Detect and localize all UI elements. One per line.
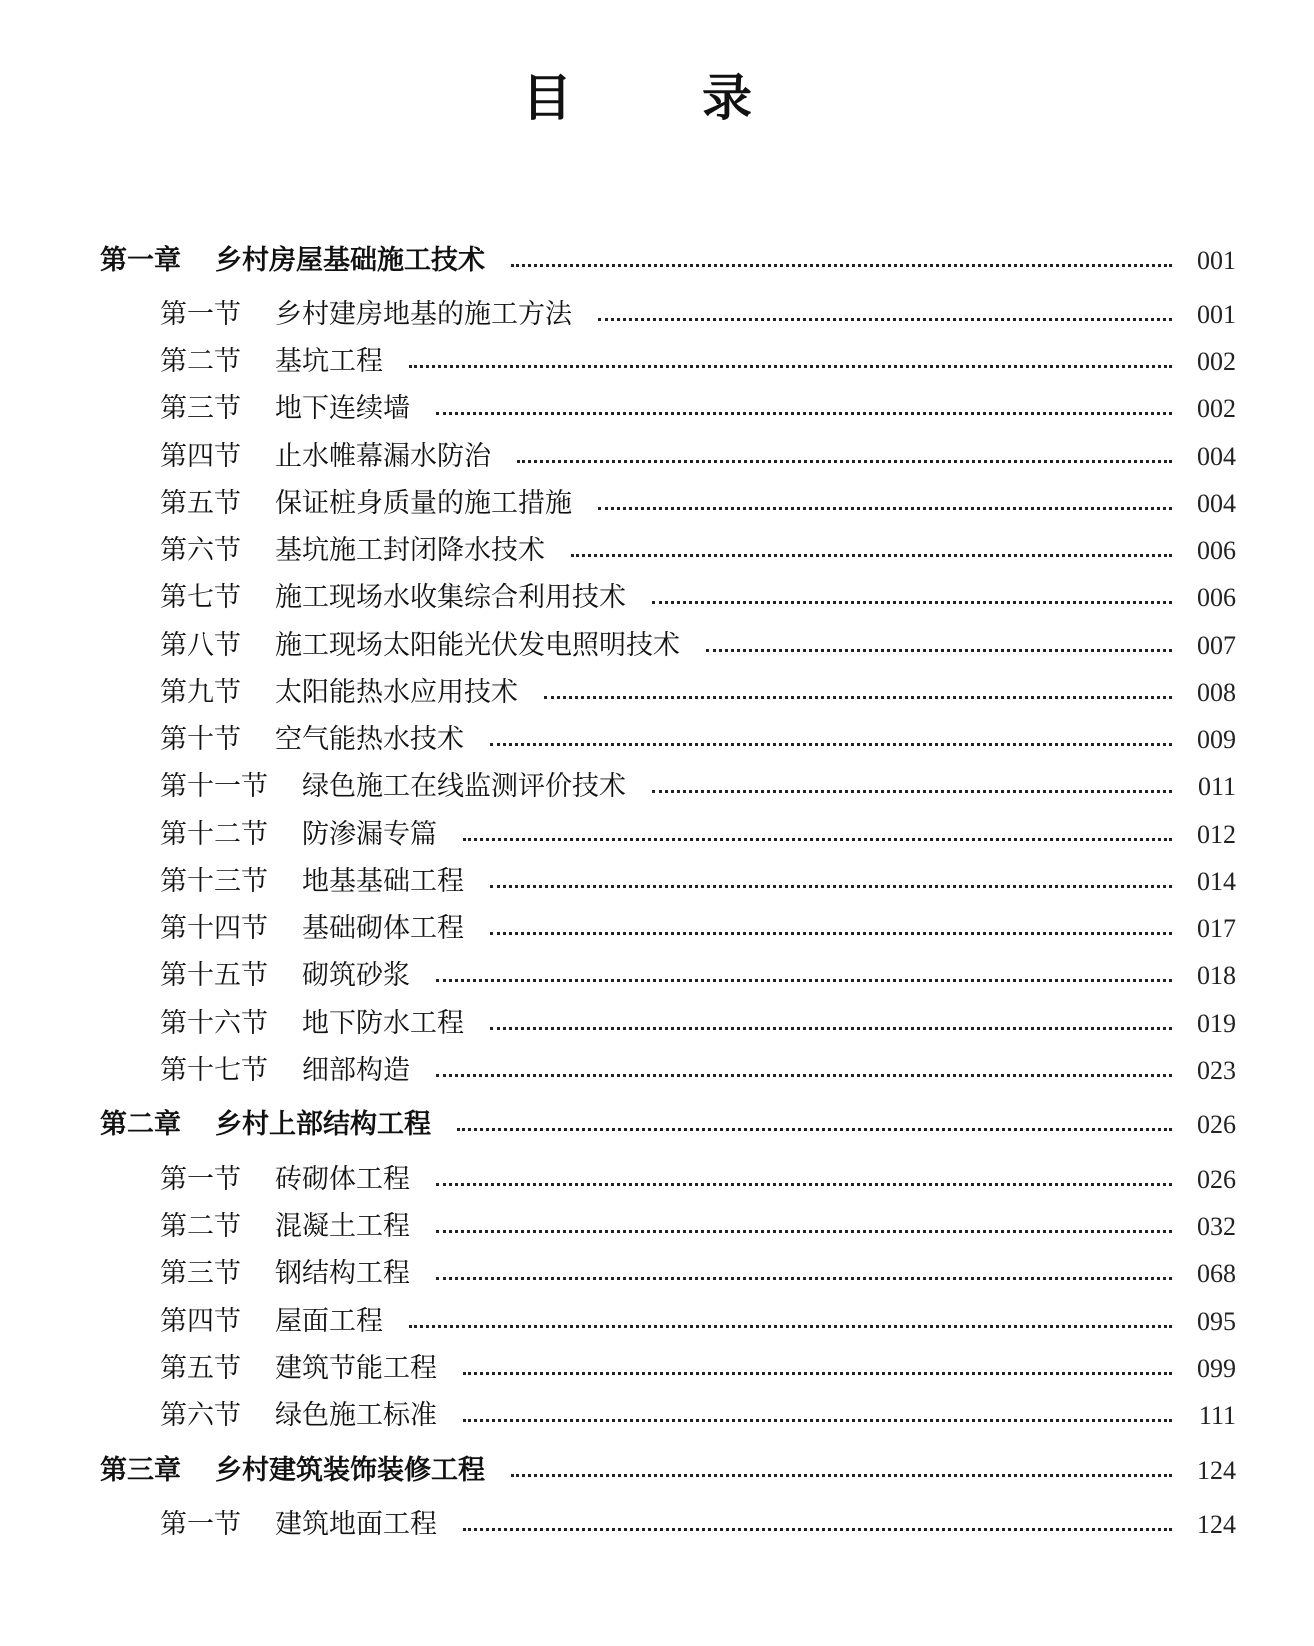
entry-number: 第一节 — [160, 1164, 241, 1195]
entry-number: 第一节 — [160, 1509, 241, 1540]
dot-leader — [517, 460, 1172, 463]
entry-title: 太阳能热水应用技术 — [275, 677, 518, 708]
dot-leader — [652, 790, 1172, 793]
dot-leader — [652, 601, 1172, 604]
toc-section-entry — [160, 1163, 1236, 1197]
entry-title: 砖砌体工程 — [275, 1164, 410, 1195]
toc-chapter-entry — [100, 1454, 1236, 1488]
entry-page-number: 111 — [1198, 1401, 1236, 1430]
entry-title: 绿色施工标准 — [275, 1400, 437, 1431]
entry-number: 第十一节 — [160, 771, 268, 802]
entry-title: 乡村房屋基础施工技术 — [215, 245, 485, 276]
entry-page-number: 124 — [1197, 1510, 1236, 1539]
entry-number: 第一节 — [160, 299, 241, 330]
toc-section-entry — [160, 1508, 1236, 1542]
toc-section-entry — [160, 1352, 1236, 1386]
dot-leader — [409, 365, 1172, 368]
toc-section-entry — [160, 912, 1236, 946]
entry-page-number: 001 — [1197, 246, 1236, 275]
entry-page-number: 019 — [1197, 1009, 1236, 1038]
dot-leader — [706, 649, 1172, 652]
entry-number: 第十三节 — [160, 866, 268, 897]
entry-number: 第十节 — [160, 724, 241, 755]
entry-number: 第十四节 — [160, 913, 268, 944]
entry-title: 保证桩身质量的施工措施 — [275, 488, 572, 519]
entry-page-number: 026 — [1197, 1165, 1236, 1194]
page-title: 目 录 — [522, 69, 792, 127]
dot-leader — [511, 264, 1172, 267]
entry-number: 第十二节 — [160, 819, 268, 850]
toc-section-entry — [160, 1007, 1236, 1041]
entry-title: 砌筑砂浆 — [302, 960, 410, 991]
toc-chapter-entry — [100, 1108, 1236, 1142]
toc-section-entry — [160, 534, 1236, 568]
toc-section-entry — [160, 298, 1236, 332]
dot-leader — [490, 932, 1172, 935]
entry-number: 第三节 — [160, 1258, 241, 1289]
entry-page-number: 099 — [1197, 1354, 1236, 1383]
entry-title: 屋面工程 — [275, 1306, 383, 1337]
entry-title: 基础砌体工程 — [302, 913, 464, 944]
dot-leader — [490, 743, 1172, 746]
entry-title: 地下防水工程 — [302, 1008, 464, 1039]
dot-leader — [436, 1230, 1172, 1233]
entry-title: 基坑工程 — [275, 346, 383, 377]
dot-leader — [463, 1419, 1172, 1422]
dot-leader — [436, 1183, 1172, 1186]
entry-title: 施工现场水收集综合利用技术 — [275, 582, 626, 613]
entry-title: 钢结构工程 — [275, 1258, 410, 1289]
dot-leader — [436, 1074, 1172, 1077]
toc-section-entry — [160, 770, 1236, 804]
entry-title: 地基基础工程 — [302, 866, 464, 897]
toc-section-entry — [160, 865, 1236, 899]
entry-page-number: 032 — [1197, 1212, 1236, 1241]
entry-number: 第十五节 — [160, 960, 268, 991]
toc-section-entry — [160, 440, 1236, 474]
entry-title: 地下连续墙 — [275, 393, 410, 424]
entry-number: 第二节 — [160, 346, 241, 377]
entry-title: 绿色施工在线监测评价技术 — [302, 771, 626, 802]
entry-title: 止水帷幕漏水防治 — [275, 441, 491, 472]
entry-title: 乡村建房地基的施工方法 — [275, 299, 572, 330]
entry-number: 第五节 — [160, 488, 241, 519]
entry-number: 第一章 — [100, 245, 181, 276]
entry-number: 第四节 — [160, 1306, 241, 1337]
dot-leader — [463, 1372, 1172, 1375]
entry-number: 第四节 — [160, 441, 241, 472]
entry-number: 第七节 — [160, 582, 241, 613]
entry-page-number: 014 — [1197, 867, 1236, 896]
dot-leader — [409, 1325, 1172, 1328]
entry-number: 第九节 — [160, 677, 241, 708]
dot-leader — [511, 1474, 1172, 1477]
entry-number: 第二章 — [100, 1109, 181, 1140]
dot-leader — [598, 318, 1172, 321]
entry-number: 第五节 — [160, 1353, 241, 1384]
toc-section-entry — [160, 1305, 1236, 1339]
entry-page-number: 017 — [1197, 914, 1236, 943]
toc-section-entry — [160, 345, 1236, 379]
toc-section-entry — [160, 581, 1236, 615]
entry-number: 第八节 — [160, 630, 241, 661]
entry-number: 第二节 — [160, 1211, 241, 1242]
entry-title: 基坑施工封闭降水技术 — [275, 535, 545, 566]
entry-page-number: 006 — [1197, 536, 1236, 565]
entry-title: 空气能热水技术 — [275, 724, 464, 755]
dot-leader — [544, 696, 1172, 699]
entry-page-number: 008 — [1197, 678, 1236, 707]
entry-number: 第十七节 — [160, 1055, 268, 1086]
entry-title: 混凝土工程 — [275, 1211, 410, 1242]
entry-page-number: 068 — [1197, 1259, 1236, 1288]
toc-section-entry — [160, 1399, 1236, 1433]
entry-page-number: 001 — [1197, 300, 1236, 329]
entry-page-number: 012 — [1197, 820, 1236, 849]
entry-page-number: 124 — [1197, 1456, 1236, 1485]
dot-leader — [490, 1027, 1172, 1030]
entry-page-number: 026 — [1197, 1110, 1236, 1139]
dot-leader — [463, 838, 1172, 841]
dot-leader — [598, 507, 1172, 510]
entry-page-number: 018 — [1197, 961, 1236, 990]
dot-leader — [490, 885, 1172, 888]
entry-page-number: 006 — [1197, 583, 1236, 612]
toc-section-entry — [160, 1210, 1236, 1244]
entry-title: 施工现场太阳能光伏发电照明技术 — [275, 630, 680, 661]
entry-title: 建筑地面工程 — [275, 1509, 437, 1540]
toc-section-entry — [160, 676, 1236, 710]
dot-leader — [571, 554, 1172, 557]
entry-page-number: 002 — [1197, 394, 1236, 423]
entry-page-number: 009 — [1197, 725, 1236, 754]
entry-number: 第三章 — [100, 1455, 181, 1486]
entry-number: 第六节 — [160, 1400, 241, 1431]
toc-section-entry — [160, 723, 1236, 757]
toc-section-entry — [160, 959, 1236, 993]
dot-leader — [457, 1128, 1172, 1131]
entry-page-number: 004 — [1197, 442, 1236, 471]
entry-number: 第六节 — [160, 535, 241, 566]
toc-chapter-entry — [100, 244, 1236, 278]
toc-section-entry — [160, 629, 1236, 663]
entry-number: 第三节 — [160, 393, 241, 424]
dot-leader — [436, 1277, 1172, 1280]
dot-leader — [463, 1528, 1172, 1531]
toc-section-entry — [160, 818, 1236, 852]
toc-section-entry — [160, 1257, 1236, 1291]
entry-page-number: 095 — [1197, 1307, 1236, 1336]
dot-leader — [436, 979, 1172, 982]
entry-page-number: 004 — [1197, 489, 1236, 518]
toc-section-entry — [160, 392, 1236, 426]
entry-title: 细部构造 — [302, 1055, 410, 1086]
entry-title: 防渗漏专篇 — [302, 819, 437, 850]
entry-page-number: 002 — [1197, 347, 1236, 376]
entry-page-number: 011 — [1197, 772, 1236, 801]
entry-title: 乡村建筑装饰装修工程 — [215, 1455, 485, 1486]
dot-leader — [436, 412, 1172, 415]
entry-title: 乡村上部结构工程 — [215, 1109, 431, 1140]
toc-section-entry — [160, 487, 1236, 521]
toc-section-entry — [160, 1054, 1236, 1088]
entry-title: 建筑节能工程 — [275, 1353, 437, 1384]
entry-number: 第十六节 — [160, 1008, 268, 1039]
entry-page-number: 007 — [1197, 631, 1236, 660]
entry-page-number: 023 — [1197, 1056, 1236, 1085]
